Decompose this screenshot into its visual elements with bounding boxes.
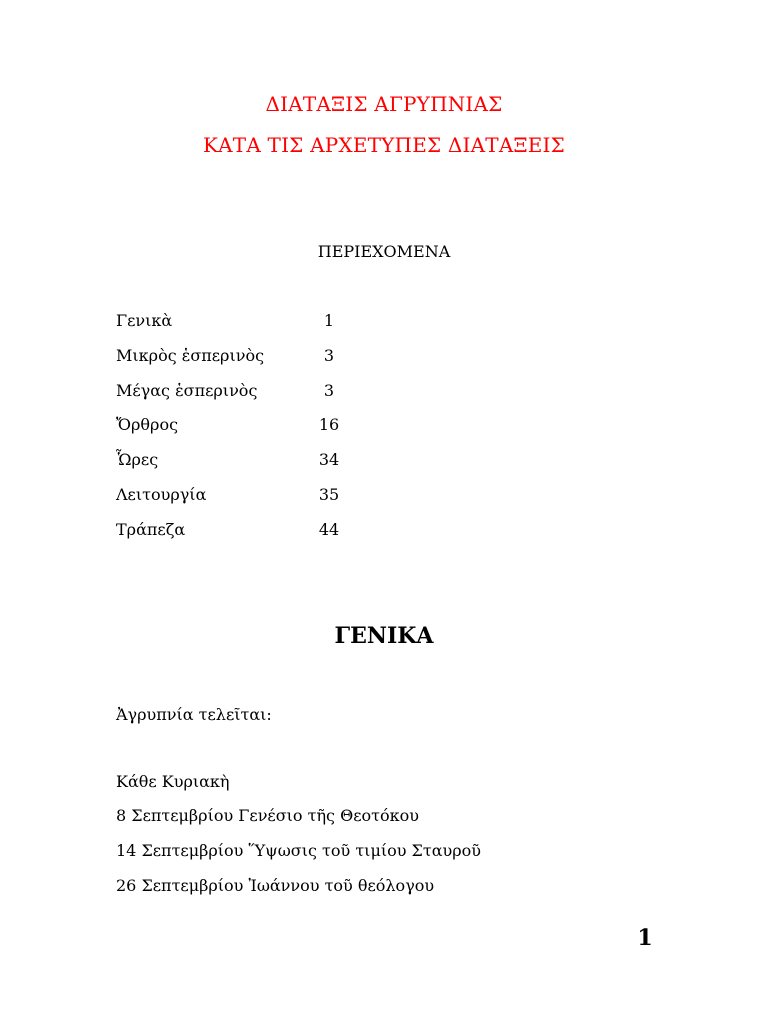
toc-entry-page: 34 bbox=[318, 450, 340, 469]
toc-entry-page: 3 bbox=[323, 346, 335, 365]
toc-entry-label: Λειτουργία bbox=[116, 485, 207, 504]
toc-entry-label: Ὧρες bbox=[116, 450, 159, 469]
section-heading: ΓΕΝΙΚΑ bbox=[334, 623, 434, 649]
toc-entry-label: Γενικὰ bbox=[116, 311, 173, 330]
toc-entry-page: 44 bbox=[318, 520, 340, 539]
toc-heading: ΠΕΡΙΕΧΟΜΕΝΑ bbox=[317, 242, 451, 261]
toc-entry bbox=[116, 415, 376, 437]
toc-entry-label: Τράπεζα bbox=[116, 520, 186, 539]
document-title-line-1: ΔΙΑΤΑΞΙΣ ΑΓΡΥΠΝΙΑΣ bbox=[265, 92, 503, 116]
toc-entry bbox=[116, 346, 376, 368]
list-item: 26 Σεπτεμβρίου Ἰωάννου τοῦ θεόλογου bbox=[116, 876, 435, 895]
toc-entry bbox=[116, 520, 376, 542]
toc-entry-label: Μικρὸς ἑσπερινὸς bbox=[116, 346, 265, 365]
toc-entry-page: 16 bbox=[318, 415, 340, 434]
toc-entry-page: 35 bbox=[318, 485, 340, 504]
toc-entry bbox=[116, 485, 376, 507]
toc-entry-label: Ὄρθρος bbox=[116, 415, 179, 434]
toc-entry bbox=[116, 381, 376, 403]
toc-entry-page: 1 bbox=[323, 311, 335, 330]
page-number: 1 bbox=[637, 925, 653, 951]
list-item: 8 Σεπτεμβρίου Γενέσιο τῆς Θεοτόκου bbox=[116, 806, 419, 825]
list-item: 14 Σεπτεμβρίου Ὕψωσις τοῦ τιμίου Σταυροῦ bbox=[116, 841, 482, 860]
toc-entry-label: Μέγας ἑσπερινὸς bbox=[116, 381, 258, 400]
toc-entry-page: 3 bbox=[323, 381, 335, 400]
list-item: Κάθε Κυριακὴ bbox=[116, 772, 230, 791]
toc-entry bbox=[116, 311, 376, 333]
document-title-line-2: ΚΑΤΑ ΤΙΣ ΑΡΧΕΤΥΠΕΣ ΔΙΑΤΑΞΕΙΣ bbox=[203, 133, 565, 157]
toc-entry bbox=[116, 450, 376, 472]
intro-paragraph: Ἀγρυπνία τελεῖται: bbox=[116, 705, 272, 724]
